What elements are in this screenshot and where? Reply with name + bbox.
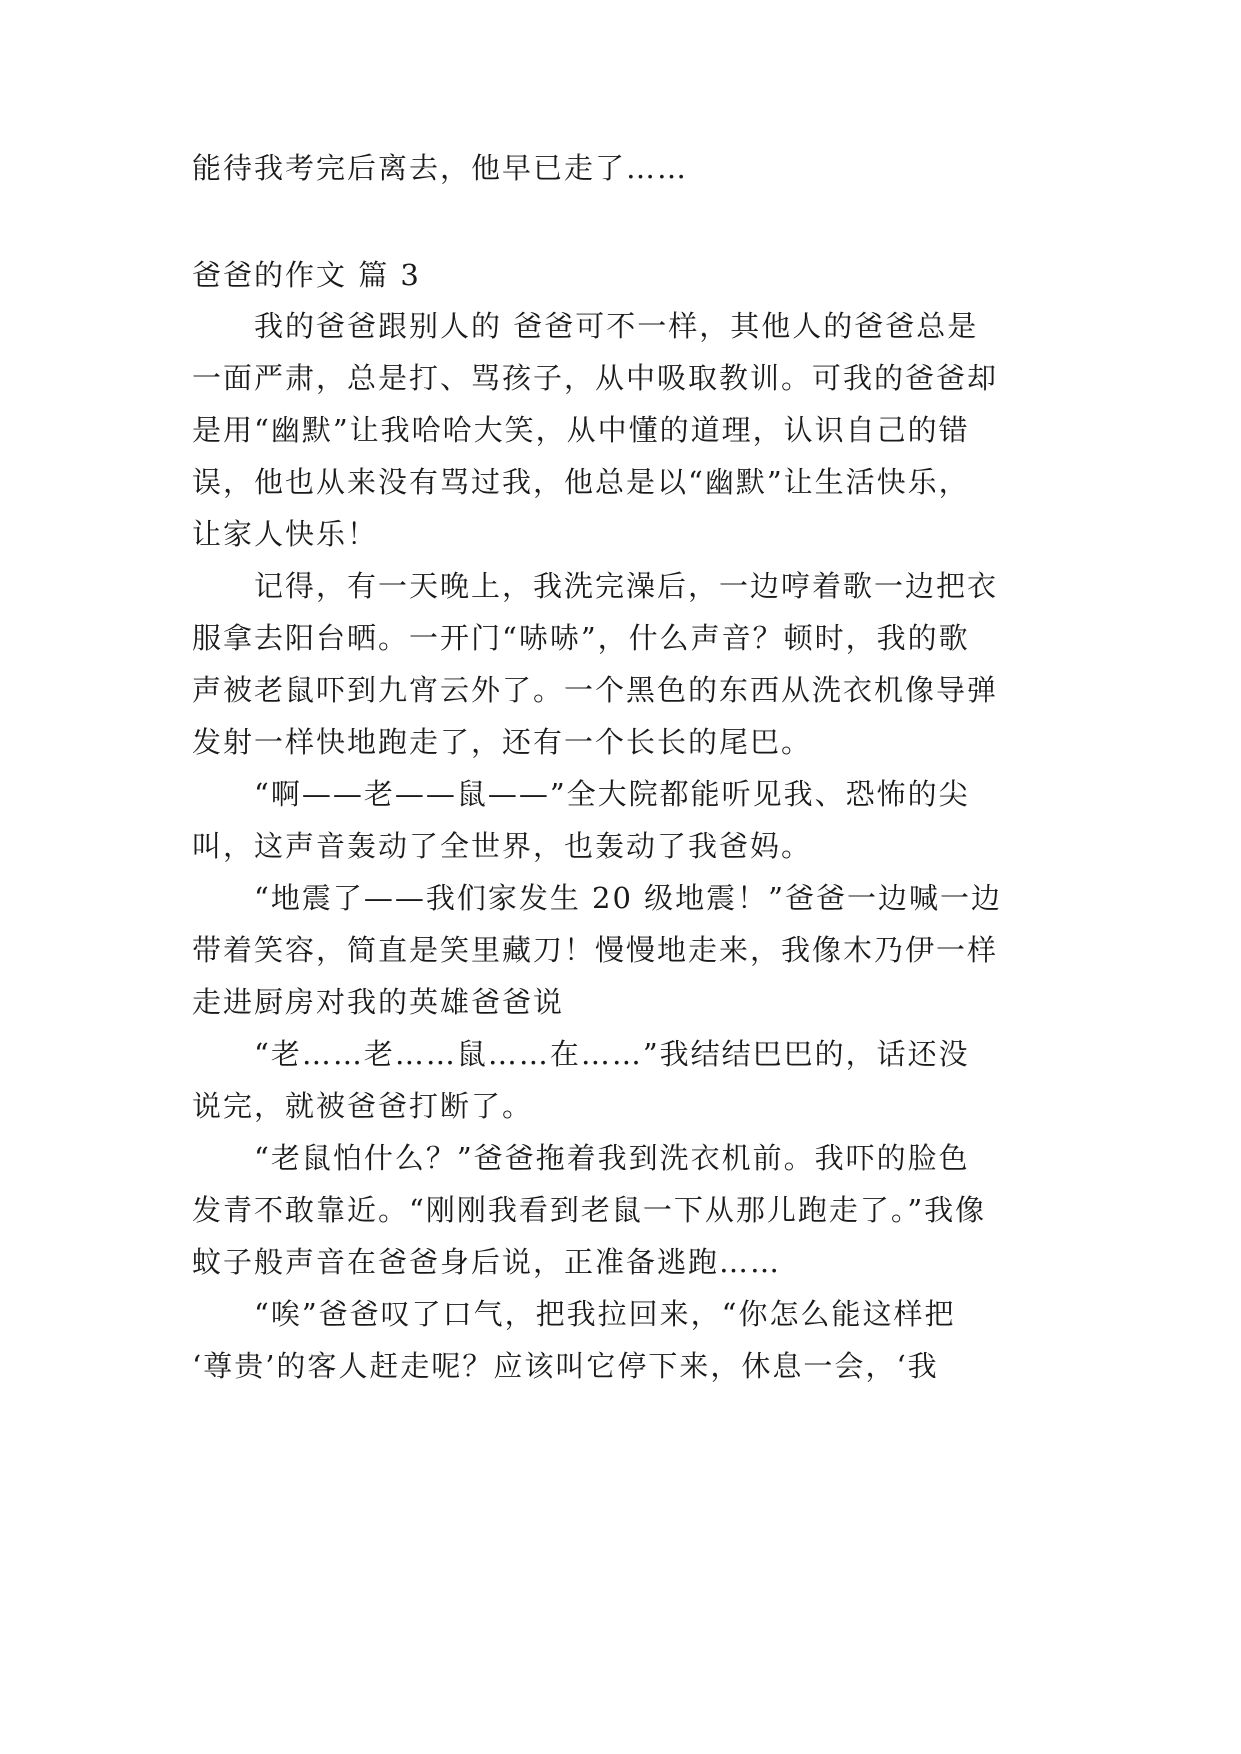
text-line: 让家人快乐！ (192, 517, 379, 551)
text-line: 发青不敢靠近。“刚刚我看到老鼠一下从那儿跑走了。”我像 (192, 1193, 987, 1227)
text-line: 走进厨房对我的英雄爸爸说 (192, 985, 565, 1019)
text-line: 声被老鼠吓到九宵云外了。一个黑色的东西从洗衣机像导弹 (192, 673, 999, 707)
text-line: “老……老……鼠……在……”我结结巴巴的，话还没 (192, 1037, 970, 1071)
text-line: 带着笑容，简直是笑里藏刀！慢慢地走来，我像木乃伊一样 (192, 933, 999, 967)
text-line: “唉”爸爸叹了口气，把我拉回来，“你怎么能这样把 (192, 1297, 956, 1331)
text-line: 记得，有一天晚上，我洗完澡后，一边哼着歌一边把衣 (192, 569, 999, 603)
text-line: 说完，就被爸爸打断了。 (192, 1089, 534, 1123)
section-heading: 爸爸的作文 篇 3 (192, 258, 421, 292)
text-line: 发射一样快地跑走了，还有一个长长的尾巴。 (192, 725, 813, 759)
text-line: “老鼠怕什么？”爸爸拖着我到洗衣机前。我吓的脸色 (192, 1141, 970, 1175)
text-line: 是用“幽默”让我哈哈大笑，从中懂的道理，认识自己的错 (192, 413, 970, 447)
text-line: 服拿去阳台晒。一开门“哧哧”，什么声音？顿时，我的歌 (192, 621, 970, 655)
text-line: 我的爸爸跟别人的 爸爸可不一样，其他人的爸爸总是 (192, 309, 979, 343)
text-line: 一面严肃，总是打、骂孩子，从中吸取教训。可我的爸爸却 (192, 361, 999, 395)
text-line: “地震了——我们家发生 20 级地震！”爸爸一边喊一边 (192, 881, 1002, 915)
text-line: 叫，这声音轰动了全世界，也轰动了我爸妈。 (192, 829, 813, 863)
text-line: 能待我考完后离去，他早已走了…… (192, 151, 689, 185)
text-line: ‘尊贵’的客人赶走呢？应该叫它停下来，休息一会，‘我 (192, 1349, 939, 1383)
text-line: 误，他也从来没有骂过我，他总是以“幽默”让生活快乐， (192, 465, 970, 499)
text-line: “啊——老——鼠——”全大院都能听见我、恐怖的尖 (192, 777, 970, 811)
text-line: 蚊子般声音在爸爸身后说，正准备逃跑…… (192, 1245, 782, 1279)
